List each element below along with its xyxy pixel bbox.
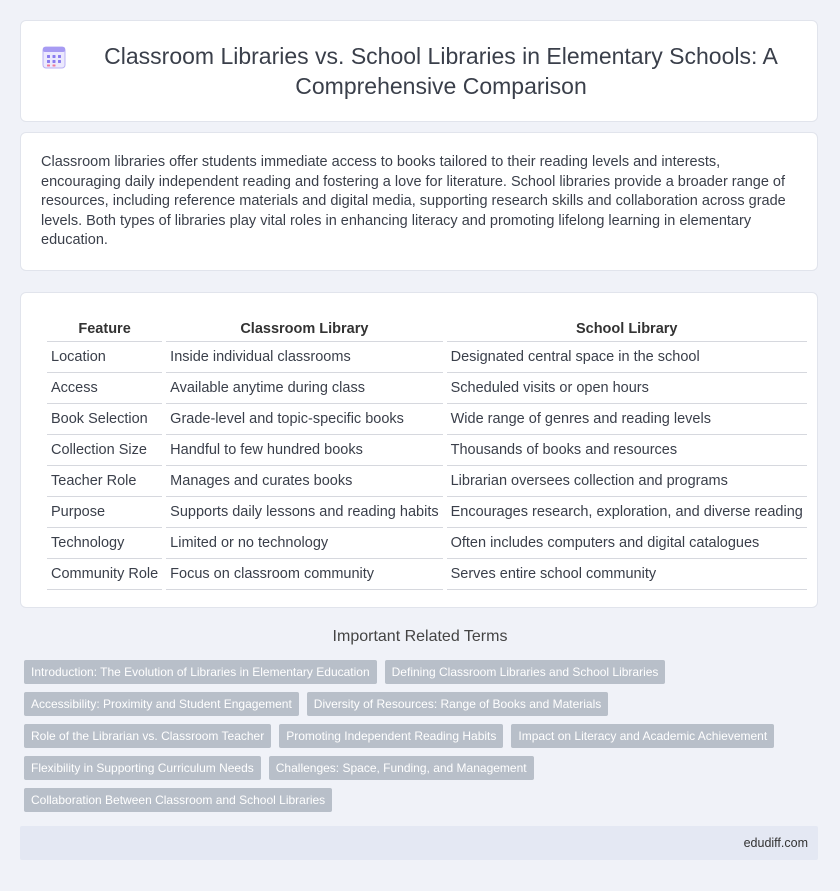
school-cell: Librarian oversees collection and programs: [447, 466, 807, 497]
title-card: [20, 20, 818, 122]
feature-cell: Location: [47, 342, 162, 373]
comparison-table-card: [20, 292, 818, 608]
school-cell: Serves entire school community: [447, 559, 807, 590]
related-term-tag[interactable]: Accessibility: Proximity and Student Engagement: [24, 692, 299, 716]
feature-cell: Collection Size: [47, 435, 162, 466]
feature-cell: Community Role: [47, 559, 162, 590]
footer-site-link[interactable]: edudiff.com: [743, 836, 808, 850]
page-title: Classroom Libraries vs. School Libraries in Elementary Schools: A Comprehensive Comparison: [104, 43, 778, 99]
table-row: [47, 528, 807, 559]
footer: [20, 826, 818, 860]
table-row: [47, 404, 807, 435]
classroom-cell: Limited or no technology: [166, 528, 442, 559]
related-term-tag[interactable]: Collaboration Between Classroom and School Libraries: [24, 788, 332, 812]
feature-cell: Access: [47, 373, 162, 404]
table-row: [47, 342, 807, 373]
related-term-tag[interactable]: Impact on Literacy and Academic Achievement: [511, 724, 774, 748]
comparison-table: [43, 313, 811, 590]
header-feature: Feature: [47, 313, 162, 342]
header-classroom-library: Classroom Library: [166, 313, 442, 342]
header-school-library: School Library: [447, 313, 807, 342]
calendar-grid-icon: [41, 44, 67, 70]
related-term-tag[interactable]: Challenges: Space, Funding, and Management: [269, 756, 534, 780]
classroom-cell: Manages and curates books: [166, 466, 442, 497]
classroom-cell: Supports daily lessons and reading habits: [166, 497, 442, 528]
table-row: [47, 497, 807, 528]
classroom-cell: Focus on classroom community: [166, 559, 442, 590]
school-cell: Designated central space in the school: [447, 342, 807, 373]
related-term-tag[interactable]: Promoting Independent Reading Habits: [279, 724, 503, 748]
feature-cell: Purpose: [47, 497, 162, 528]
classroom-cell: Handful to few hundred books: [166, 435, 442, 466]
school-cell: Scheduled visits or open hours: [447, 373, 807, 404]
related-term-tag[interactable]: Introduction: The Evolution of Libraries in Elementary Education: [24, 660, 377, 684]
school-cell: Often includes computers and digital catalogues: [447, 528, 807, 559]
table-row: [47, 466, 807, 497]
related-term-tag[interactable]: Role of the Librarian vs. Classroom Teacher: [24, 724, 271, 748]
related-term-tag[interactable]: Flexibility in Supporting Curriculum Needs: [24, 756, 261, 780]
school-cell: Thousands of books and resources: [447, 435, 807, 466]
related-term-tag[interactable]: Defining Classroom Libraries and School Libraries: [385, 660, 666, 684]
school-cell: Wide range of genres and reading levels: [447, 404, 807, 435]
classroom-cell: Grade-level and topic-specific books: [166, 404, 442, 435]
classroom-cell: Inside individual classrooms: [166, 342, 442, 373]
table-row: [47, 373, 807, 404]
table-row: [47, 435, 807, 466]
school-cell: Encourages research, exploration, and diverse reading: [447, 497, 807, 528]
table-header-row: [47, 313, 807, 342]
feature-cell: Teacher Role: [47, 466, 162, 497]
intro-card: [20, 132, 818, 271]
table-row: [47, 559, 807, 590]
feature-cell: Technology: [47, 528, 162, 559]
related-term-tag[interactable]: Diversity of Resources: Range of Books and Materials: [307, 692, 608, 716]
feature-cell: Book Selection: [47, 404, 162, 435]
classroom-cell: Available anytime during class: [166, 373, 442, 404]
related-terms-heading: Important Related Terms: [332, 628, 508, 645]
intro-paragraph: Classroom libraries offer students immediate access to books tailored to their reading levels and interests, encouraging daily independent reading and fostering a love for literature. School libraries provide a broader range of resources, including reference materials and digital media, supporting research skills and collaboration across grade levels. Both types of libraries play vital roles in enhancing literacy and promoting lifelong learning in elementary education.: [41, 154, 786, 248]
related-terms-list: [24, 660, 814, 812]
